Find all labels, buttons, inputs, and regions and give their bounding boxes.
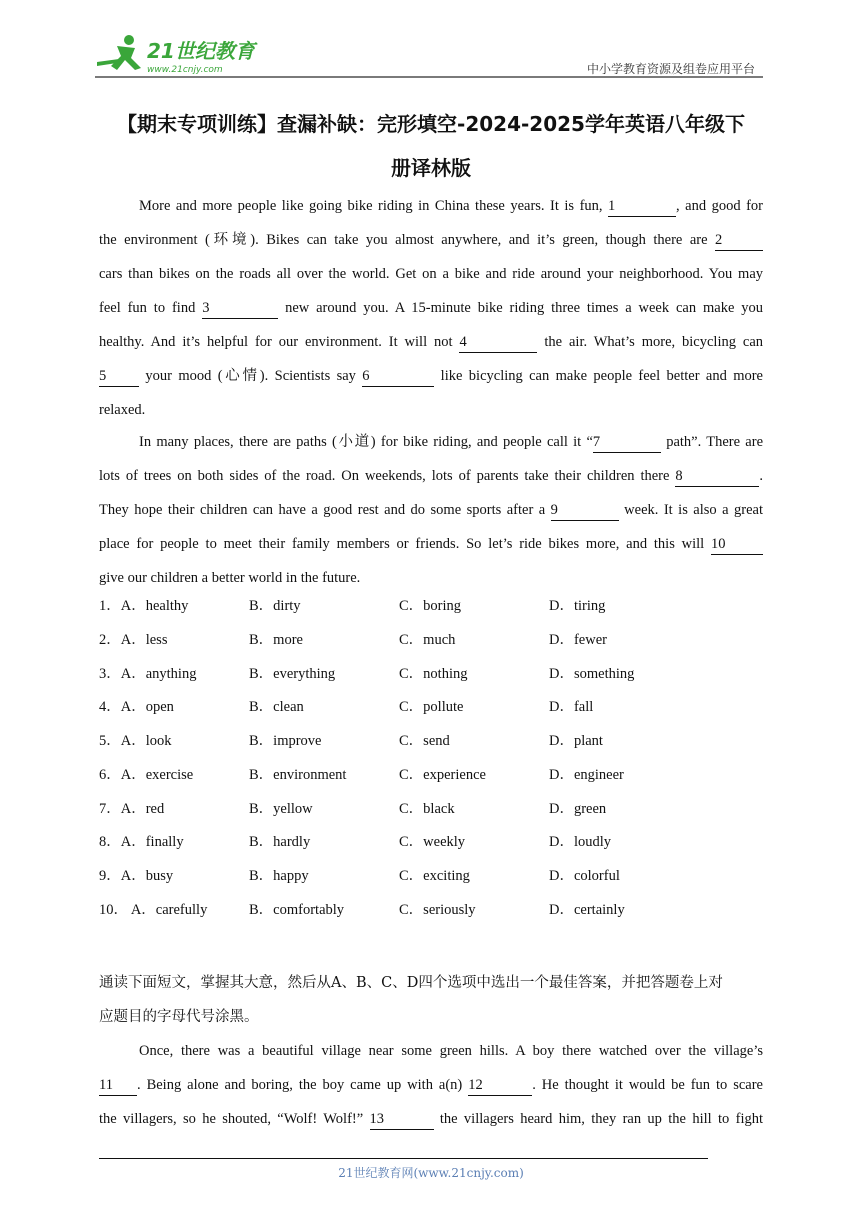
- question-option-d[interactable]: D．something: [549, 665, 635, 682]
- passage-line: relaxed.: [99, 402, 146, 418]
- question-option-b[interactable]: B．improve: [249, 733, 322, 749]
- question-option-c[interactable]: C．exciting: [399, 868, 470, 884]
- question-option-a[interactable]: 3．A．anything: [99, 665, 197, 682]
- footer-divider: [99, 1158, 708, 1159]
- blank-7[interactable]: 7: [593, 432, 661, 453]
- blank-8[interactable]: 8: [675, 466, 759, 487]
- question-option-a[interactable]: 7．A．red: [99, 800, 165, 817]
- site-logo: [95, 32, 265, 76]
- question-option-d[interactable]: D．certainly: [549, 901, 625, 918]
- site-name: 中小学教育资源及组卷应用平台: [586, 62, 755, 76]
- passage-line: place for people to meet their family members or friends. So let’s ride bikes more, and this will 10: [99, 527, 763, 561]
- question-option-d[interactable]: D．plant: [549, 733, 603, 749]
- question-option-d[interactable]: D．loudly: [549, 834, 612, 851]
- passage-line: In many places, there are paths (小道) for bike riding, and people call it “7 path”. There are: [99, 425, 763, 459]
- question-option-b[interactable]: B．comfortably: [249, 901, 345, 918]
- question-option-c[interactable]: C．weekly: [399, 834, 466, 851]
- question-option-c[interactable]: C．experience: [399, 766, 486, 783]
- passage-line: 5 your mood (心情). Scientists say 6 like bicycling can make people feel better and more: [99, 359, 763, 393]
- page-title-line-1: 【期末专项训练】查漏补缺：完形填空-2024-2025学年英语八年级下: [117, 112, 745, 136]
- question-option-a[interactable]: 9．A．busy: [99, 868, 174, 884]
- question-option-d[interactable]: D．tiring: [549, 598, 606, 614]
- passage-line: More and more people like going bike riding in China these years. It is fun, 1 , and good for: [99, 189, 763, 223]
- question-option-a[interactable]: 10． A．carefully: [99, 901, 208, 918]
- passage-line: feel fun to find 3 new around you. A 15-minute bike riding three times a week can make you: [99, 291, 763, 325]
- question-option-c[interactable]: C．black: [399, 800, 455, 817]
- passage-line: cars than bikes on the roads all over the world. Get on a bike and ride around your neighborhood. You may: [99, 266, 763, 282]
- instructions-line-1: 通读下面短文，掌握其大意，然后从A、B、C、D四个选项中选出一个最佳答案，并把答题卷上对: [99, 975, 723, 991]
- page-header: [95, 32, 763, 80]
- question-option-a[interactable]: 5．A．look: [99, 733, 172, 749]
- logo-text: 21世纪教育: [147, 39, 255, 63]
- header-divider: [95, 76, 763, 78]
- question-option-c[interactable]: C．pollute: [399, 699, 464, 716]
- question-option-b[interactable]: B．everything: [249, 665, 336, 682]
- question-option-d[interactable]: D．fewer: [549, 631, 607, 648]
- blank-2[interactable]: 2: [715, 230, 763, 251]
- question-option-c[interactable]: C．nothing: [399, 665, 468, 682]
- blank-1[interactable]: 1: [608, 196, 676, 217]
- question-option-b[interactable]: B．dirty: [249, 598, 301, 614]
- logo-url: www.21cnjy.com: [147, 65, 223, 75]
- question-option-b[interactable]: B．more: [249, 631, 303, 648]
- question-option-d[interactable]: D．colorful: [549, 868, 620, 884]
- question-option-a[interactable]: 1．A．healthy: [99, 598, 189, 614]
- passage-line: the environment (环境). Bikes can take you almost anywhere, and it’s green, though there are 2: [99, 223, 763, 257]
- passage-line: They hope their children can have a good rest and do some sports after a 9 week. It is also a great: [99, 493, 763, 527]
- blank-3[interactable]: 3: [202, 298, 278, 319]
- passage-line: 11 . Being alone and boring, the boy came up with a(n) 12 . He thought it would be fun to scare: [99, 1068, 763, 1102]
- question-option-a[interactable]: 2．A．less: [99, 631, 168, 648]
- question-option-b[interactable]: B．clean: [249, 699, 304, 716]
- passage-line: lots of trees on both sides of the road. On weekends, lots of parents take their children there 8 .: [99, 459, 763, 493]
- question-option-d[interactable]: D．engineer: [549, 766, 624, 783]
- question-option-d[interactable]: D．green: [549, 800, 607, 817]
- question-option-a[interactable]: 4．A．open: [99, 699, 174, 716]
- blank-5[interactable]: 5: [99, 366, 139, 387]
- blank-6[interactable]: 6: [362, 366, 434, 387]
- passage-2: [99, 425, 763, 595]
- blank-10[interactable]: 10: [711, 534, 763, 555]
- question-option-b[interactable]: B．hardly: [249, 834, 311, 851]
- passage-1: [99, 189, 763, 427]
- question-option-c[interactable]: C．much: [399, 631, 456, 648]
- passage-line: Once, there was a beautiful village near some green hills. A boy there watched over the village’s: [139, 1043, 763, 1059]
- question-option-a[interactable]: 6．A．exercise: [99, 766, 194, 783]
- passage-line: give our children a better world in the future.: [99, 570, 361, 586]
- question-option-b[interactable]: B．environment: [249, 766, 347, 783]
- page-title-line-2: 册译林版: [391, 156, 471, 180]
- question-option-b[interactable]: B．yellow: [249, 800, 313, 817]
- question-option-a[interactable]: 8．A．finally: [99, 834, 184, 851]
- blank-11[interactable]: 11: [99, 1075, 137, 1096]
- question-option-b[interactable]: B．happy: [249, 868, 309, 884]
- passage-3: [99, 1034, 763, 1136]
- instructions: [99, 966, 763, 1034]
- blank-13[interactable]: 13: [370, 1109, 434, 1130]
- question-option-c[interactable]: C．boring: [399, 598, 462, 614]
- blank-9[interactable]: 9: [551, 500, 619, 521]
- question-option-d[interactable]: D．fall: [549, 699, 594, 716]
- instructions-line-2: 应题目的字母代号涂黑。: [99, 1009, 259, 1025]
- question-option-c[interactable]: C．seriously: [399, 901, 476, 918]
- blank-12[interactable]: 12: [468, 1075, 532, 1096]
- question-option-c[interactable]: C．send: [399, 733, 450, 749]
- footer-link[interactable]: 21世纪教育网(www.21cnjy.com): [338, 1166, 524, 1180]
- blank-4[interactable]: 4: [459, 332, 537, 353]
- passage-line: the villagers, so he shouted, “Wolf! Wolf!” 13 the villagers heard him, they ran up the hill to fight: [99, 1102, 763, 1136]
- passage-line: healthy. And it’s helpful for our environment. It will not 4 the air. What’s more, bicycling can: [99, 325, 763, 359]
